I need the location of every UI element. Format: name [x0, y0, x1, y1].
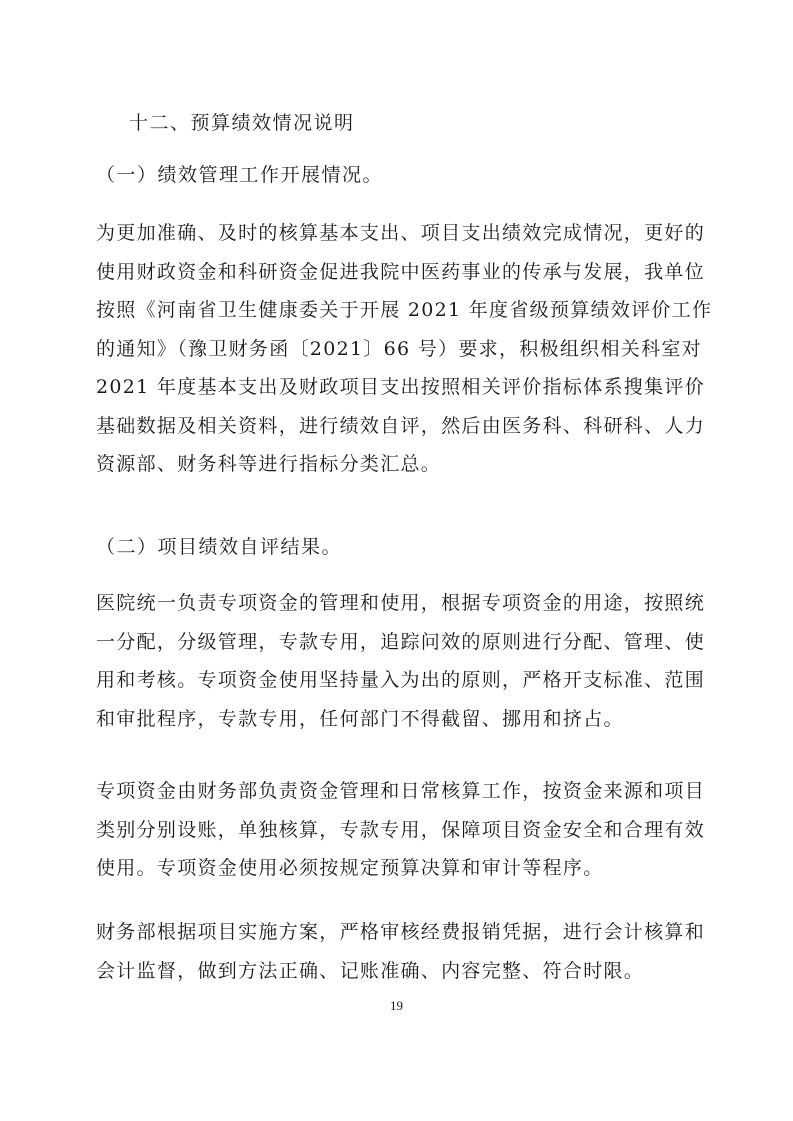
paragraph-line: 为更加准确、及时的核算基本支出、项目支出绩效完成情况，更好的: [96, 222, 706, 244]
paragraph-line: 类别分别设账，单独核算，专款专用，保障项目资金安全和合理有效: [96, 818, 706, 841]
paragraph-line: 使用。专项资金使用必须按规定预算决算和审计等程序。: [96, 857, 604, 879]
paragraph-line: 按照《河南省卫生健康委关于开展 2021 年度省级预算绩效评价工作: [96, 299, 713, 321]
page-number: 19: [390, 998, 403, 1013]
paragraph-line: 一分配，分级管理，专款专用，追踪问效的原则进行分配、管理、使: [96, 630, 706, 653]
subheading-performance-management: （一）绩效管理工作开展情况。: [96, 164, 384, 186]
paragraph-line: 和审批程序，专款专用，任何部门不得截留、挪用和挤占。: [96, 707, 624, 730]
paragraph-line: 专项资金由财务部负责资金管理和日常核算工作，按资金来源和项目: [96, 780, 706, 802]
paragraph-performance-management: [96, 214, 713, 484]
paragraph-line: 财务部根据项目实施方案，严格审核经费报销凭据，进行会计核算和: [96, 921, 706, 943]
paragraph-line: 医院统一负责专项资金的管理和使用，根据专项资金的用途，按照统: [96, 592, 706, 614]
paragraph-fund-management: [96, 584, 706, 738]
section-heading: 十二、预算绩效情况说明: [129, 112, 355, 134]
paragraph-line: 会计监督，做到方法正确、记账准确、内容完整、符合时限。: [96, 959, 645, 982]
paragraph-finance-department: [96, 772, 706, 888]
paragraph-line: 基础数据及相关资料，进行绩效自评，然后由医务科、科研科、人力: [96, 414, 706, 437]
paragraph-line: 资源部、财务科等进行指标分类汇总。: [96, 453, 442, 475]
paragraph-line: 2021 年度基本支出及财政项目支出按照相关评价指标体系搜集评价: [96, 376, 705, 398]
paragraph-line: 使用财政资金和科研资金促进我院中医药事业的传承与发展，我单位: [96, 260, 706, 283]
paragraph-line: 用和考核。专项资金使用坚持量入为出的原则，严格开支标准、范围: [96, 669, 706, 691]
subheading-self-evaluation-results: （二）项目绩效自评结果。: [96, 536, 343, 558]
paragraph-line: 的通知》（豫卫财务函〔2021〕66 号）要求，积极组织相关科室对: [96, 337, 702, 360]
paragraph-accounting-supervision: [96, 913, 706, 990]
